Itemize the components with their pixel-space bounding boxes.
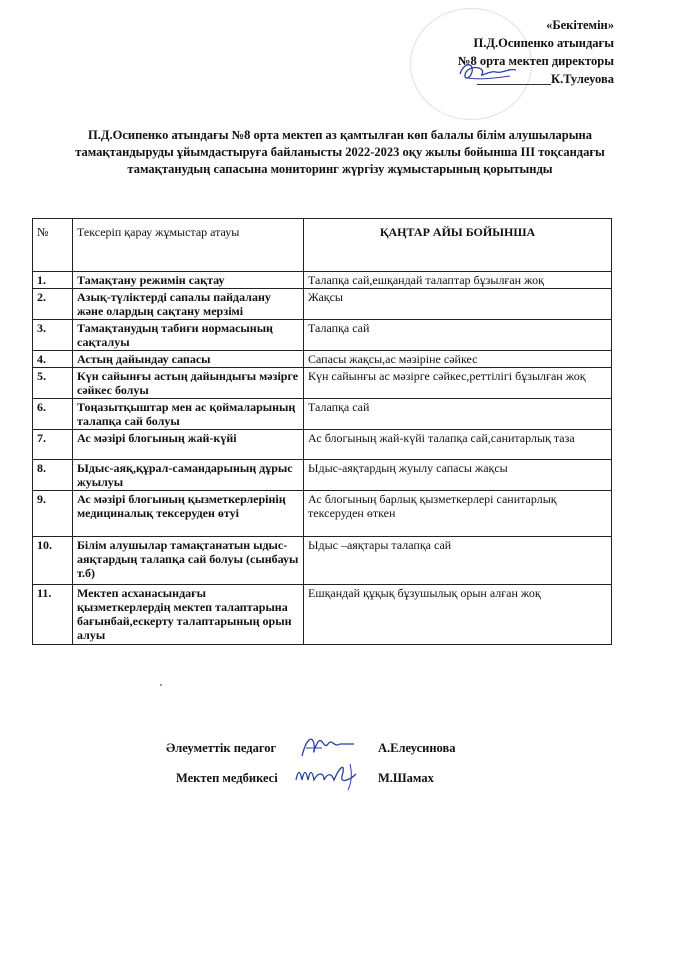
row-num: 3. <box>33 320 73 351</box>
teacher-signature <box>296 732 360 762</box>
row-name: Білім алушылар тамақтанатын ыдыс-аяқтардың талапқа сай болуы (сынбауы т.б) <box>73 537 304 585</box>
document-title <box>20 127 660 178</box>
row-name: Ыдыс-аяқ,құрал-самандарының дұрыс жуылуы <box>73 460 304 491</box>
title-line-2: тамақтандыруды ұйымдастыруға байланысты 2022-2023 оқу жылы бойынша ІІІ тоқсандағы <box>75 145 605 159</box>
row-result: Ыдыс –аяқтары талапқа сай <box>304 537 612 585</box>
row-name: Тамақтанудың табиғи нормасының сақталуы <box>73 320 304 351</box>
monitoring-table <box>32 218 612 645</box>
table-row <box>33 320 612 351</box>
table-row <box>33 289 612 320</box>
scan-speck <box>160 684 162 686</box>
teacher-name: А.Елеусинова <box>378 741 456 755</box>
row-num: 5. <box>33 368 73 399</box>
row-num: 8. <box>33 460 73 491</box>
row-result: Күн сайынғы ас мәзірге сәйкес,реттілігі бұзылған жоқ <box>304 368 612 399</box>
table-row <box>33 399 612 430</box>
row-result: Ешқандай құқық бұзушылық орын алған жоқ <box>304 585 612 645</box>
row-name: Астың дайындау сапасы <box>73 351 304 368</box>
row-num: 10. <box>33 537 73 585</box>
row-num: 9. <box>33 491 73 537</box>
row-num: 2. <box>33 289 73 320</box>
table-row <box>33 491 612 537</box>
row-result: Талапқа сай <box>304 399 612 430</box>
table-header-row <box>33 219 612 272</box>
teacher-role: Әлеуметтік педагог <box>166 741 277 755</box>
director-signature <box>452 58 522 86</box>
row-name: Тоңазытқыштар мен ас қоймаларының талапқа сай болуы <box>73 399 304 430</box>
director-name: К.Тулеуова <box>551 72 614 86</box>
title-line-1: П.Д.Осипенко атындағы №8 орта мектеп аз қамтылған көп балалы білім алушыларына <box>88 128 592 142</box>
row-result: Ас блогының жай-күйі талапқа сай,санитарлық таза <box>304 430 612 460</box>
nurse-name: М.Шамах <box>378 771 434 785</box>
row-name: Ас мәзірі блогының жай-күйі <box>73 430 304 460</box>
row-result: Талапқа сай <box>304 320 612 351</box>
header-month: ҚАҢТАР АЙЫ БОЙЫНША <box>304 219 612 272</box>
approval-school-line: П.Д.Осипенко атындағы <box>473 36 614 50</box>
title-line-3: тамақтанудың сапасына мониторинг жүргізу жұмыстарының қорытынды <box>127 162 553 176</box>
row-num: 6. <box>33 399 73 430</box>
row-name: Азық-түліктерді сапалы пайдалану және олардың сақтану мерзімі <box>73 289 304 320</box>
row-result: Жақсы <box>304 289 612 320</box>
header-name: Тексеріп қарау жұмыстар атауы <box>73 219 304 272</box>
table-row <box>33 537 612 585</box>
approval-heading: «Бекітемін» <box>546 18 614 32</box>
row-name: Ас мәзірі блогының қызметкерлерінің медициналық тексеруден өтуі <box>73 491 304 537</box>
nurse-signature <box>290 760 370 792</box>
row-result: Сапасы жақсы,ас мәзіріне сәйкес <box>304 351 612 368</box>
table-row <box>33 585 612 645</box>
approval-position-line: №8 орта мектеп директоры <box>457 54 614 68</box>
row-result: Талапқа сай,ешқандай талаптар бұзылған жоқ <box>304 272 612 289</box>
row-result: Ыдыс-аяқтардың жуылу сапасы жақсы <box>304 460 612 491</box>
header-num: № <box>33 219 73 272</box>
row-name: Мектеп асханасындағы қызметкерлердің мектеп талаптарына бағынбай,ескерту талаптарының орын алуы <box>73 585 304 645</box>
table-row <box>33 272 612 289</box>
row-num: 7. <box>33 430 73 460</box>
row-num: 11. <box>33 585 73 645</box>
row-name: Тамақтану режимін сақтау <box>73 272 304 289</box>
row-num: 1. <box>33 272 73 289</box>
table-row <box>33 351 612 368</box>
row-num: 4. <box>33 351 73 368</box>
table-row <box>33 460 612 491</box>
table-row <box>33 368 612 399</box>
nurse-role: Мектеп медбикесі <box>176 771 278 785</box>
row-result: Ас блогының барлық қызметкерлері санитарлық тексеруден өткен <box>304 491 612 537</box>
table-row <box>33 430 612 460</box>
row-name: Күн сайынғы астың дайындығы мәзірге сәйкес болуы <box>73 368 304 399</box>
